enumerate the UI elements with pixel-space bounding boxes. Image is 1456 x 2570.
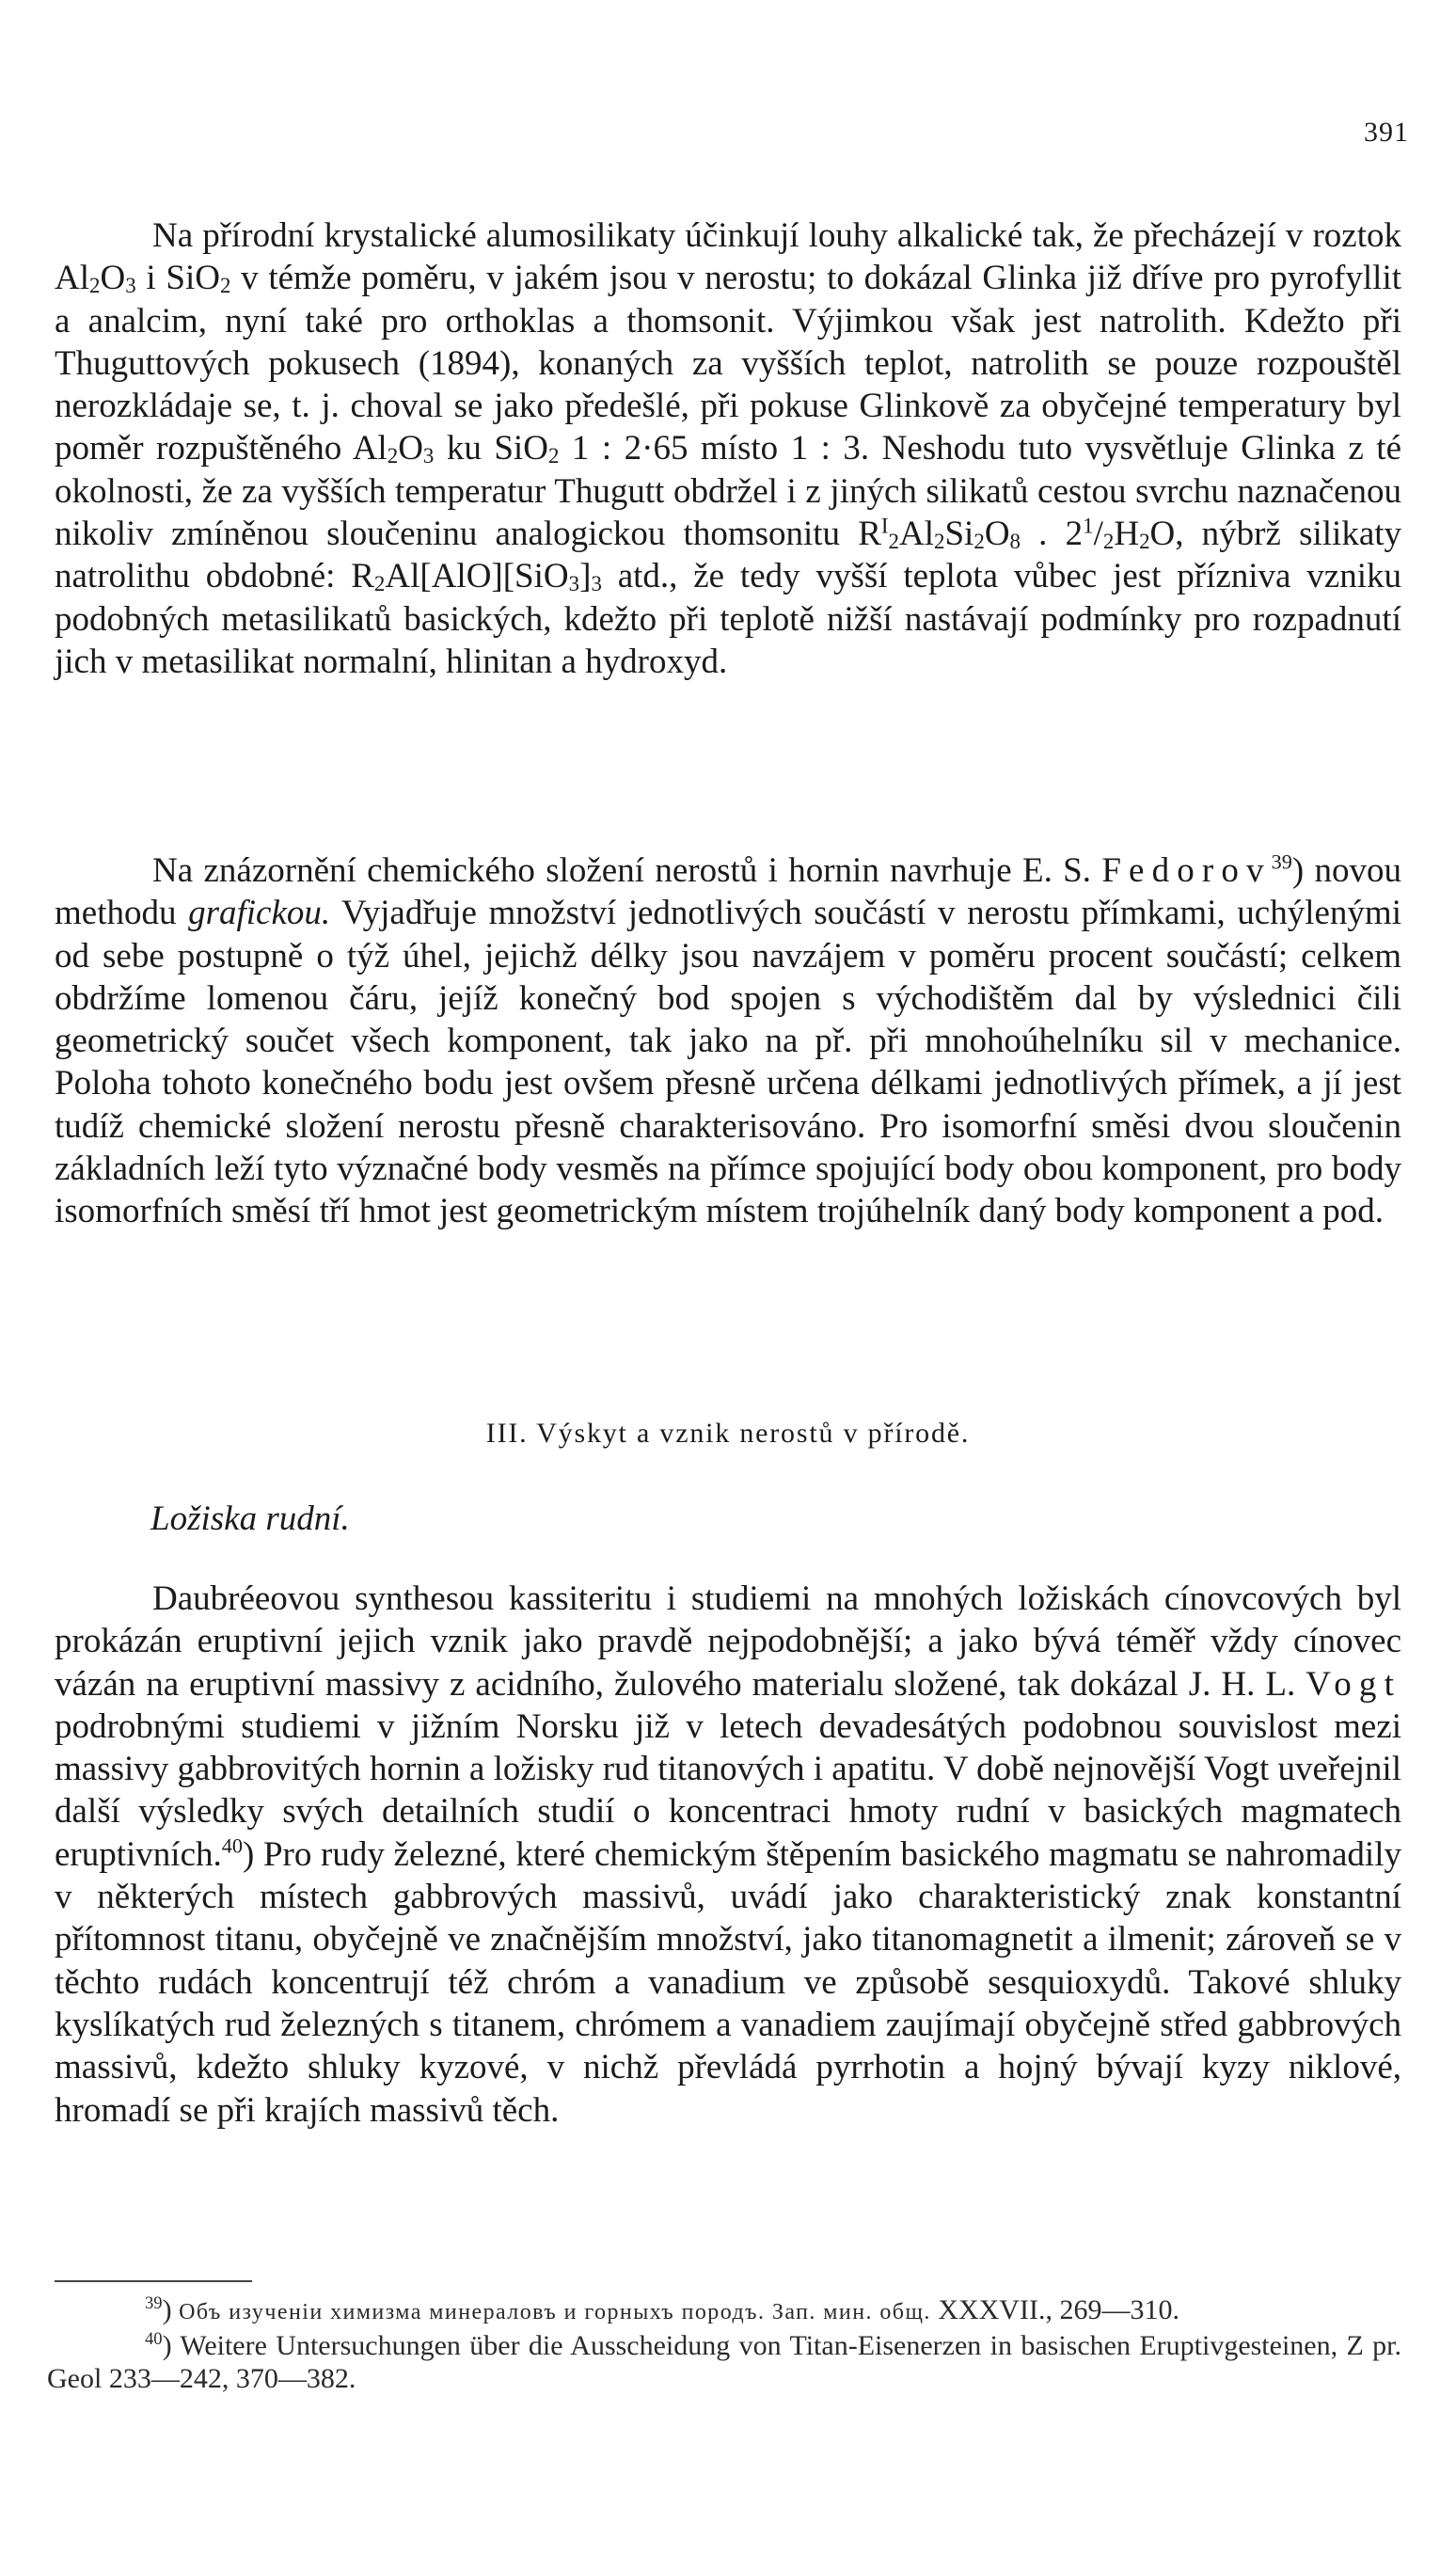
text: Vyjadřuje množství jednotlivých součástí v nerostu přímkami, uchýlenými od sebe postupně o týž úhel, jejichž délky jsou navzájem v poměru procent součástí; celkem obdržíme lomenou čáru, jejíž konečný bod spojen s východištěm dal by výslednici čili geometrický součet všech komponent, tak jako na př. při mnohoúhelníku sil v mechanice. Poloha tohoto konečného bodu jest ovšem přesně určena délkami jednotlivých přímek, a jí jest tudíž chemické složení nerostu přesně charakterisováno. Pro isomorfní směsi dvou sloučenin základních leží tyto význačné body vesměs na přímce spojující body obou komponent, pro body isomorfních směsí tří hmot jest geometrickým místem trojúhelník daný body komponent a pod. (55, 894, 1401, 1231)
text: O, nýbrž silikaty natrolithu obdobné: R (55, 515, 1402, 596)
text: ) Pro rudy železné, které chemickým štěpením basického magmatu se nahromadily v některých místech gabbrových massivů, uvádí jako charakteristický znak konstantní přítomnost titanu, obyčejně ve značnějším množství, jako titanomagnetit a ilmenit; zároveň se v těchto rudách koncentrují též chróm a vanadium ve způsobě sesquioxydů. Takové shluky kyslíkatých rud železných s titanem, chrómem a vanadiem zaujímají obyčejně střed gabbrových massivů, kdežto shluky kyzové, v nichž převládá pyrrhotin a hojný bývají kyzy niklové, hromadí se při krajích massivů těch. (55, 1834, 1401, 2130)
text: / (1093, 515, 1103, 554)
subscript: 2 (973, 530, 985, 554)
text: O (100, 259, 126, 298)
text: ) (162, 2294, 180, 2325)
text: 1 : 2·65 místo 1 : 3. Neshodu tuto vysvětluje Glinka z té okolnosti, že za vyšších temperatur Thugutt obdržel i z jiných silikatů cestou svrchu naznačenou nikoliv zmíněnou sloučeninu analogickou thomsonitu R (55, 429, 1402, 554)
subscript: 2 (373, 572, 386, 596)
text: Al (899, 515, 935, 554)
footnote-reference[interactable]: 40 (221, 1833, 243, 1858)
paragraph-ore-deposits (55, 1578, 1401, 2132)
text: Al[AlO][SiO (385, 557, 569, 596)
footnote-divider (55, 2280, 252, 2282)
subscript: 3 (422, 444, 435, 468)
subsection-heading: Ložiska rudní. (150, 1499, 350, 1538)
superscript: I (880, 514, 889, 538)
text: O (984, 515, 1010, 554)
page-number: 391 (1364, 117, 1409, 148)
text: Na přírodní krystalické alumosilikaty účinkují louhy alkalické tak, že přecházejí v roztok Al (55, 216, 1401, 298)
text: ] (579, 557, 592, 596)
paragraph-alumosilikaty (55, 214, 1401, 683)
subscript: 2 (219, 274, 231, 298)
russian-citation: Объ изученіи химизма минераловъ и горныхъ породъ. Зап. мин. общ. (179, 2300, 931, 2324)
text: Si (944, 515, 974, 554)
text: v témže poměru, v jakém jsou v nerostu; to dokázal Glinka již dříve pro pyrofyllit a analcim, nyní také pro orthoklas a thomsonit. Výjimkou však jest natrolith. Kdežto při Thuguttových pokusech (1894), konaných za vyšších teplot, natrolith se pouze rozpouštěl nerozkládaje se, t. j. choval se jako předešlé, při pokuse Glinkově za obyčejné temperatury byl poměr rozpuštěného Al (55, 259, 1401, 468)
subscript: 3 (568, 572, 580, 596)
text: O (398, 429, 423, 468)
subscript: 2 (1139, 530, 1150, 554)
footnote-number: 39 (145, 2292, 163, 2313)
subscript: 8 (1009, 530, 1021, 554)
footnote-40 (47, 2329, 1401, 2395)
section-heading: III. Výskyt a vznik nerostů v přírodě. (485, 1418, 971, 1449)
text: . 2 (1021, 515, 1084, 554)
subscript: 2 (888, 530, 900, 554)
footnote-39 (47, 2293, 1401, 2329)
subscript: 3 (125, 274, 136, 298)
text: podrobnými studiemi v jižním Norsku již v letech devadesátých podobnou souvislost mezi massivy gabbrovitých hornin a ložisky rud titanových i apatitu. V době nejnovější Vogt uveřejnil další výsledky svých detailních studií o koncentraci hmoty rudní v basických magmatech eruptivních. (55, 1706, 1401, 1874)
text: ) novou methodu (55, 851, 1401, 933)
text: ku SiO (434, 429, 548, 468)
text: i SiO (135, 259, 220, 298)
paragraph-fedorov-method (55, 849, 1401, 1233)
text: Daubréeovou synthesou kassiteritu i studiemi na mnohých ložiskách cínovcových byl prokázán eruptivní jejich vznik jako pravdě nejpodobnější; a jako bývá téměř vždy cínovec vázán na eruptivní massivy z acidního, žulového materialu složené, tak dokázal J. H. L. (55, 1579, 1401, 1704)
text: ) (162, 2330, 181, 2361)
footnotes (47, 2293, 1401, 2395)
author-name: Vogt (1306, 1664, 1401, 1704)
text: XXXVII., 269—310. (930, 2294, 1179, 2325)
subscript: 3 (591, 572, 602, 596)
citation: Weitere Untersuchungen über die Ausscheidung von Titan-Eisenerzen in basischen Eruptivgesteinen, Z pr. Geol 233—242, 370—382. (47, 2330, 1401, 2394)
subscript: 2 (547, 444, 560, 468)
text: H (1114, 515, 1140, 554)
superscript: 1 (1083, 514, 1094, 538)
subscript: 2 (1102, 530, 1115, 554)
text: Na znázornění chemického složení nerostů i hornin navrhuje E. S. (152, 851, 1102, 890)
author-name: Fedorov (1101, 851, 1272, 890)
footnote-number: 40 (145, 2328, 163, 2349)
subscript: 2 (934, 530, 945, 554)
italic-term: grafickou. (188, 894, 331, 933)
subscript: 2 (387, 444, 399, 468)
subscript: 2 (89, 274, 101, 298)
text: atd., že tedy vyšší teplota vůbec jest přízniva vzniku podobných metasilikatů basických, kdežto při teplotě nižší nastávají podmínky pro rozpadnutí jich v metasilikat normalní, hlinitan a hydroxyd. (55, 557, 1401, 681)
footnote-reference[interactable]: 39 (1271, 849, 1292, 874)
